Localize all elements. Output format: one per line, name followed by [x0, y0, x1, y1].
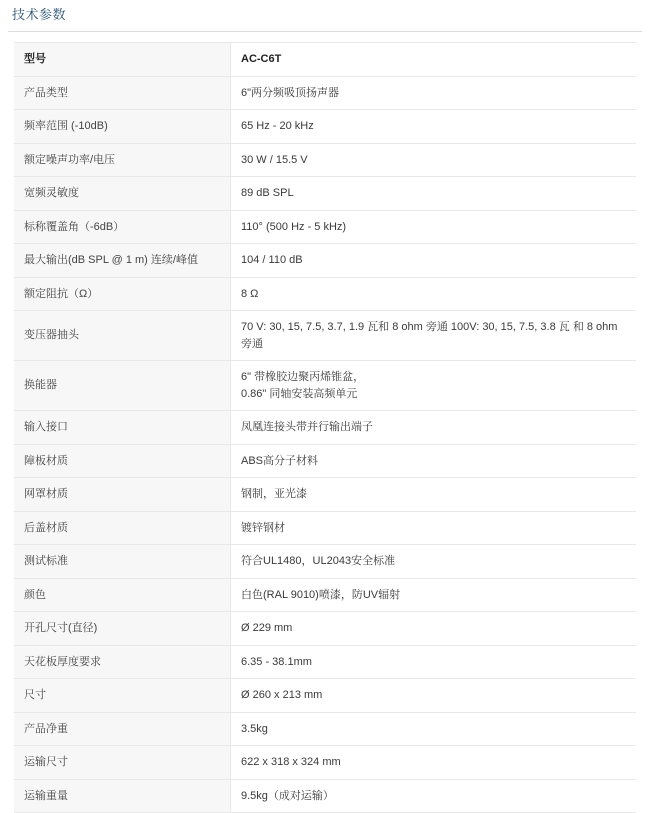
spec-value-line: 30 W / 15.5 V: [241, 153, 308, 166]
table-row: [14, 411, 636, 445]
table-row: [14, 511, 636, 545]
table-row: [14, 43, 636, 77]
spec-label: 频率范围 (-10dB): [14, 110, 231, 144]
table-row: [14, 545, 636, 579]
spec-label: 型号: [14, 43, 231, 77]
spec-value-line: 8 Ω: [241, 287, 259, 300]
table-row: [14, 277, 636, 311]
spec-value-line: 110° (500 Hz - 5 kHz): [241, 220, 347, 233]
spec-value-line: 0.86" 同轴安装高频单元: [241, 387, 358, 400]
specifications-table-body: [14, 43, 636, 813]
spec-value-line: 白色(RAL 9010)喷漆，防UV辐射: [241, 588, 401, 601]
spec-value-line: 65 Hz - 20 kHz: [241, 120, 314, 132]
spec-label: 宽频灵敏度: [14, 177, 231, 211]
specifications-table: [14, 42, 636, 813]
spec-value: [231, 712, 637, 746]
page-title: 技术参数: [12, 7, 67, 22]
spec-value: [231, 210, 637, 244]
table-row: [14, 478, 636, 512]
spec-value-line: 70 V: 30, 15, 7.5, 3.7, 1.9 瓦和 8 ohm 旁通 100V: 30, 15, 7.5, 3.8 瓦 和 8 ohm 旁通: [241, 321, 618, 350]
spec-value-line: 凤凰连接头带并行输出端子: [241, 421, 373, 433]
spec-label: 尺寸: [14, 679, 231, 713]
table-row: [14, 578, 636, 612]
table-row: [14, 779, 636, 813]
spec-label: 颜色: [14, 578, 231, 612]
table-row: [14, 444, 636, 478]
spec-label: 开孔尺寸(直径): [14, 612, 231, 646]
spec-value: [231, 110, 637, 144]
title-divider: [8, 31, 642, 32]
spec-value: [231, 545, 637, 579]
spec-value-line: 104 / 110 dB: [241, 254, 303, 266]
spec-value: [231, 411, 637, 445]
spec-label: 换能器: [14, 361, 231, 411]
spec-value: [231, 177, 637, 211]
spec-value: [231, 645, 637, 679]
spec-label: 标称覆盖角（-6dB）: [14, 210, 231, 244]
spec-value-line: 镀锌钢材: [241, 521, 285, 534]
spec-value-line: 6" 带橡胶边聚丙烯锥盆，: [241, 371, 365, 383]
spec-value-line: 89 dB SPL: [241, 187, 294, 199]
spec-value-line: AC-C6T: [241, 53, 282, 65]
spec-label: 运输尺寸: [14, 746, 231, 780]
spec-label: 天花板厚度要求: [14, 645, 231, 679]
spec-label: 运输重量: [14, 779, 231, 813]
spec-value-line: 6"两分频吸顶扬声器: [241, 86, 340, 99]
spec-value-line: 钢制，亚光漆: [241, 488, 307, 500]
spec-label: 后盖材质: [14, 511, 231, 545]
table-row: [14, 110, 636, 144]
spec-value: [231, 244, 637, 278]
table-row: [14, 645, 636, 679]
spec-value: [231, 612, 637, 646]
spec-label: 额定噪声功率/电压: [14, 143, 231, 177]
spec-value: [231, 444, 637, 478]
spec-label: 输入接口: [14, 411, 231, 445]
table-row: [14, 177, 636, 211]
table-row: [14, 746, 636, 780]
spec-value-line: ABS高分子材料: [241, 454, 319, 467]
spec-value: [231, 361, 637, 411]
spec-value: [231, 277, 637, 311]
spec-label: 额定阻抗（Ω）: [14, 277, 231, 311]
spec-value-line: Ø 260 x 213 mm: [241, 689, 323, 701]
spec-label: 产品类型: [14, 76, 231, 110]
spec-value: [231, 578, 637, 612]
spec-label: 变压器抽头: [14, 311, 231, 361]
table-row: [14, 612, 636, 646]
spec-label: 最大输出(dB SPL @ 1 m) 连续/峰值: [14, 244, 231, 278]
spec-value-line: 3.5kg: [241, 722, 268, 735]
spec-value: [231, 779, 637, 813]
spec-value-line: 9.5kg（成对运输）: [241, 789, 334, 802]
table-row: [14, 361, 636, 411]
spec-value: [231, 43, 637, 77]
table-row: [14, 244, 636, 278]
spec-label: 产品净重: [14, 712, 231, 746]
spec-value-line: 符合UL1480，UL2043安全标准: [241, 555, 396, 567]
spec-value-line: Ø 229 mm: [241, 622, 293, 634]
table-row: [14, 76, 636, 110]
table-row: [14, 311, 636, 361]
spec-value-line: 6.35 - 38.1mm: [241, 655, 312, 668]
spec-value: [231, 76, 637, 110]
table-row: [14, 143, 636, 177]
spec-label: 测试标准: [14, 545, 231, 579]
spec-value: [231, 311, 637, 361]
spec-value: [231, 143, 637, 177]
spec-value: [231, 746, 637, 780]
table-row: [14, 679, 636, 713]
table-row: [14, 210, 636, 244]
spec-label: 障板材质: [14, 444, 231, 478]
spec-value: [231, 478, 637, 512]
spec-value: [231, 511, 637, 545]
spec-label: 网罩材质: [14, 478, 231, 512]
table-row: [14, 712, 636, 746]
spec-value-line: 622 x 318 x 324 mm: [241, 756, 341, 768]
spec-value: [231, 679, 637, 713]
